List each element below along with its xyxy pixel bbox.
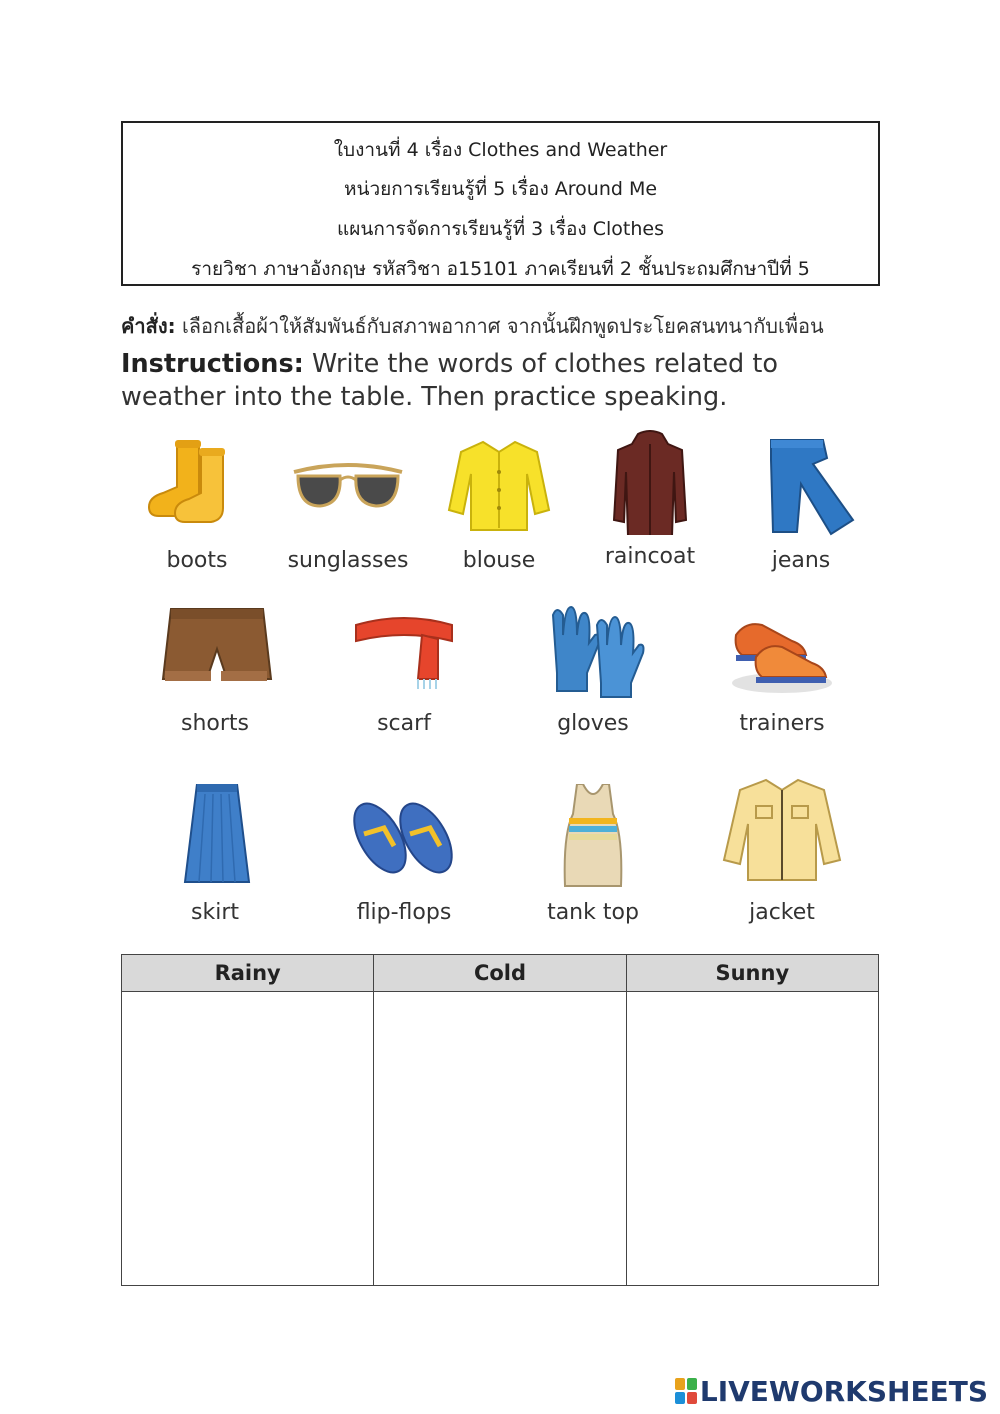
scarf-icon (344, 595, 464, 700)
item-label: blouse (462, 548, 536, 573)
tank-top-icon (533, 784, 653, 889)
clothes-item-boots (117, 432, 277, 582)
clothes-item-gloves (513, 595, 673, 745)
instructions (121, 348, 881, 414)
item-label: scarf (377, 711, 431, 736)
item-label: raincoat (604, 544, 696, 569)
clothes-item-raincoat (570, 430, 730, 580)
column-header-rainy: Rainy (122, 955, 374, 992)
jacket-icon (722, 776, 842, 881)
clothes-item-trainers (702, 595, 862, 745)
clothes-item-jacket (702, 776, 862, 926)
item-label: gloves (557, 711, 629, 736)
jeans-icon (741, 432, 861, 537)
clothes-item-shorts (135, 595, 295, 745)
clothes-item-flip-flops (324, 784, 484, 934)
logo-mark-icon (675, 1378, 697, 1404)
instructions-label: Instructions: (121, 349, 304, 379)
gloves-icon (533, 595, 653, 700)
item-label: shorts (181, 711, 249, 736)
thai-directive (121, 310, 824, 342)
sunglasses-icon (288, 432, 408, 537)
item-label: boots (166, 548, 228, 573)
item-label: jacket (749, 900, 815, 925)
sunny-answer-cell[interactable] (626, 992, 878, 1286)
item-label: jeans (771, 548, 831, 573)
clothes-item-scarf (324, 595, 484, 745)
column-header-cold: Cold (374, 955, 626, 992)
clothes-item-sunglasses (268, 432, 428, 582)
clothes-item-skirt (135, 784, 295, 934)
header-plan: แผนการจัดการเรียนรู้ที่ 3 เรื่อง Clothes (337, 218, 664, 240)
clothes-item-tank-top (513, 784, 673, 934)
header-course: รายวิชา ภาษาอังกฤษ รหัสวิชา อ15101 ภาคเรียนที่ 2 ชั้นประถมศึกษาปีที่ 5 (191, 258, 810, 280)
trainers-icon (722, 595, 842, 700)
item-label: skirt (191, 900, 239, 925)
flip-flops-icon (344, 784, 464, 889)
worksheet-header (121, 121, 880, 286)
liveworksheets-logo (675, 1373, 988, 1409)
item-label: tank top (547, 900, 639, 925)
item-label: trainers (739, 711, 825, 736)
directive-text: เลือกเสื้อผ้าให้สัมพันธ์กับสภาพอากาศ จากนั้นฝึกพูดประโยคสนทนากับเพื่อน (175, 314, 824, 338)
weather-sort-table (121, 954, 879, 1286)
cold-answer-cell[interactable] (374, 992, 626, 1286)
raincoat-icon (590, 430, 710, 535)
logo-text: LIVEWORKSHEETS (699, 1374, 988, 1408)
header-title: ใบงานที่ 4 เรื่อง Clothes and Weather (333, 139, 668, 161)
directive-label: คำสั่ง: (121, 314, 176, 338)
skirt-icon (155, 784, 275, 889)
rainy-answer-cell[interactable] (122, 992, 374, 1286)
header-unit: หน่วยการเรียนรู้ที่ 5 เรื่อง Around Me (343, 178, 658, 200)
instructions-text: Write the words of clothes related to weather into the table. Then practice speaking. (121, 349, 778, 412)
item-label: flip-flops (356, 900, 452, 925)
item-label: sunglasses (287, 548, 409, 573)
clothes-item-blouse (419, 432, 579, 582)
clothes-item-jeans (721, 432, 881, 582)
shorts-icon (155, 595, 275, 700)
boots-icon (137, 432, 257, 537)
blouse-icon (439, 432, 559, 537)
column-header-sunny: Sunny (626, 955, 878, 992)
